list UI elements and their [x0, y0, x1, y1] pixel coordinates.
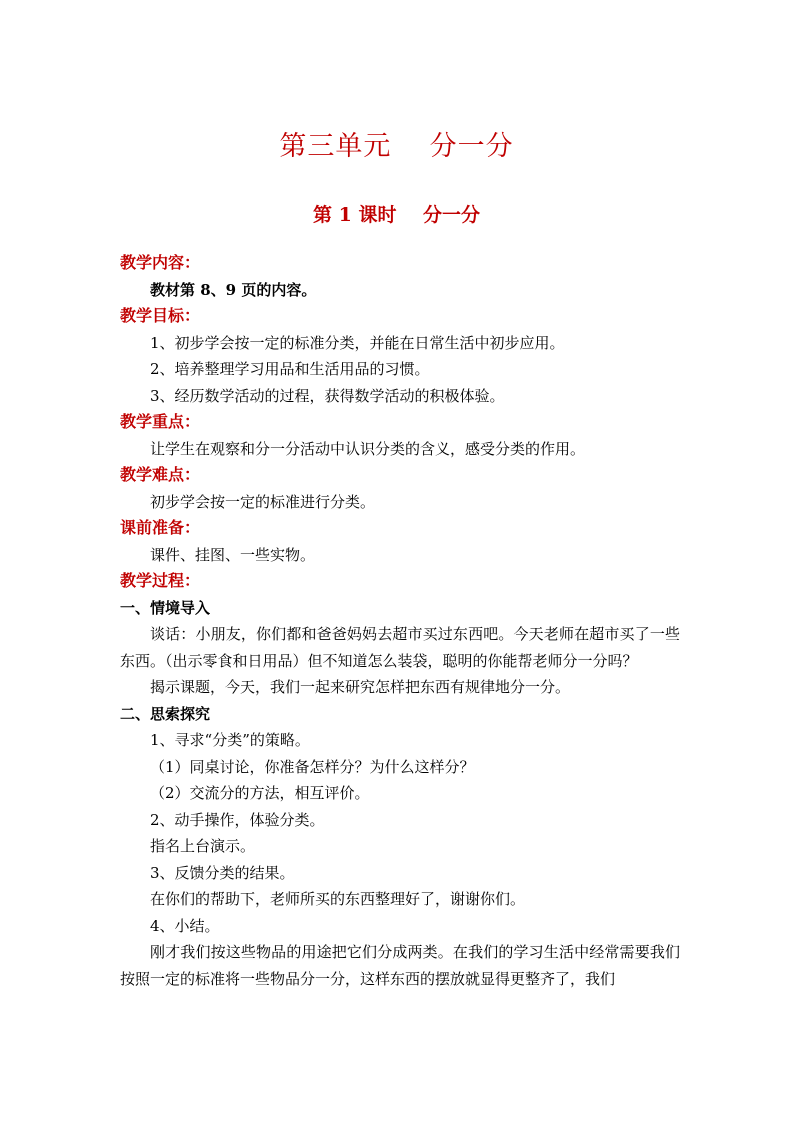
heading-key-points: 教学重点：: [120, 412, 201, 431]
preparation-text: 课件、挂图、一些实物。: [150, 545, 316, 564]
difficult-points-text: 初步学会按一定的标准进行分类。: [150, 492, 376, 511]
lesson-title: 第 1 课时 分一分: [313, 204, 480, 226]
paragraph: 谈话：小朋友，你们都和爸爸妈妈去超市买过东西吧。今天老师在超市买了一些东西。（出示零食和日用品）但不知道怎么装袋，聪明的你能帮老师分一分吗？: [120, 625, 680, 670]
step-item: 1、寻求“分类”的策略。: [150, 731, 310, 749]
heading-difficult-points: 教学难点：: [120, 465, 201, 484]
step-item: 4、小结。: [150, 916, 220, 935]
teaching-content-text: 教材第 8、9 页的内容。: [150, 280, 317, 299]
part-heading: 二、思索探究: [120, 704, 211, 723]
unit-title: 第三单元 分一分: [279, 131, 514, 162]
goal-item: 1、初步学会按一定的标准分类，并能在日常生活中初步应用。: [150, 333, 565, 352]
sub-step-item: （2）交流分的方法，相互评价。: [150, 784, 370, 802]
goal-item: 2、培养整理学习用品和生活用品的习惯。: [150, 360, 430, 378]
part-heading: 一、情境导入: [120, 598, 211, 617]
goal-item: 3、经历数学活动的过程，获得数学活动的积极体验。: [150, 386, 505, 405]
sub-step-item: （1）同桌讨论，你准备怎样分？为什么这样分？: [150, 757, 475, 776]
step-item: 2、动手操作，体验分类。: [150, 810, 325, 829]
paragraph: 揭示课题，今天，我们一起来研究怎样把东西有规律地分一分。: [150, 678, 571, 696]
heading-teaching-content: 教学内容：: [120, 253, 201, 272]
paragraph: 刚才我们按这些物品的用途把它们分成两类。在我们的学习生活中经常需要我们按照一定的标准将一些物品分一分，这样东西的摆放就显得更整齐了，我们: [120, 943, 680, 988]
step-text: 在你们的帮助下，老师所买的东西整理好了，谢谢你们。: [150, 890, 526, 908]
key-points-text: 让学生在观察和分一分活动中认识分类的含义，感受分类的作用。: [150, 439, 586, 458]
step-text: 指名上台演示。: [150, 837, 256, 855]
heading-teaching-process: 教学过程：: [120, 571, 201, 590]
heading-preparation: 课前准备：: [120, 518, 201, 537]
lesson-content: [120, 250, 680, 992]
step-item: 3、反馈分类的结果。: [150, 863, 295, 882]
heading-teaching-goals: 教学目标：: [120, 306, 201, 325]
